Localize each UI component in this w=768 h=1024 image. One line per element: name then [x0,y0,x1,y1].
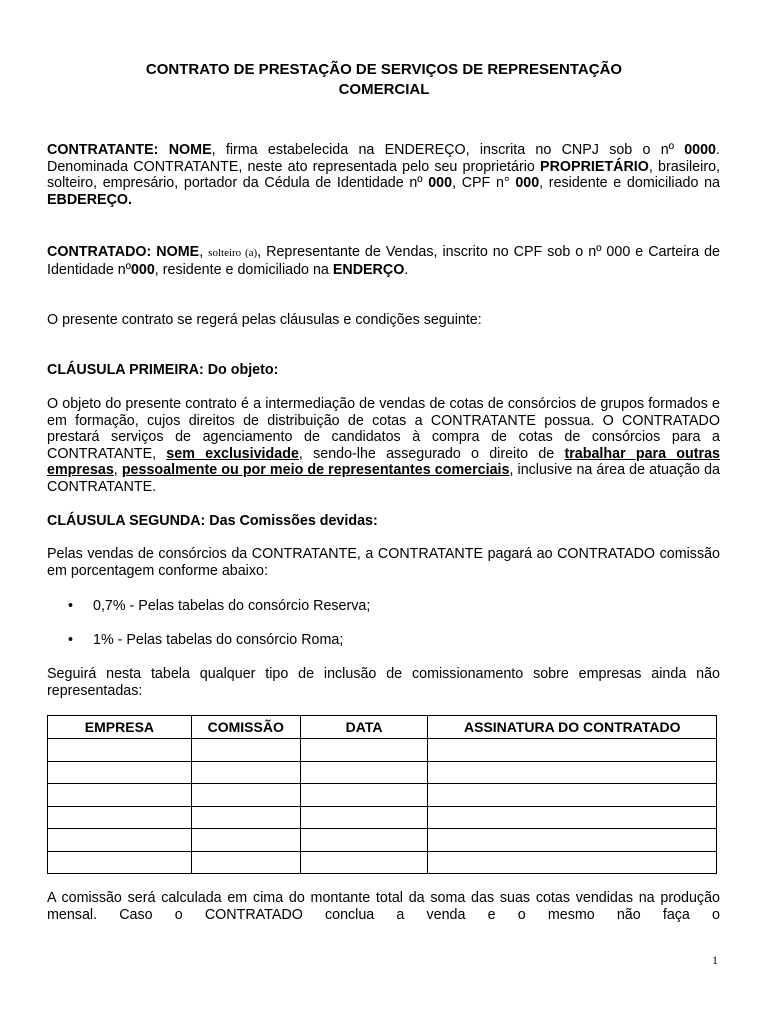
bullet-dot-icon: • [68,632,74,648]
contratado-text-2: , Representante de Vendas, inscrito no CPF sob o nº 000 e Carteira de Identidade nº [47,244,720,278]
clausula1-text-2: , sendo-lhe assegurado o direito de [298,445,565,462]
table-cell [191,761,300,784]
clausula-segunda-heading [47,513,720,530]
clausula1-text-1: O objeto do presente contrato é a intermediação de vendas de cotas de consórcios de grupos formados e em formação, cujos direitos de distribuição de cotas a CONTRATANTE possua. O CONTRATADO prestará serviços de agenciamento de candidatos à compra de cotas de consórcios para a CONTRATANTE, [47,396,720,462]
table-header-row [48,716,717,739]
contratante-text-2: . Denominada CONTRATANTE, neste ato representada pelo seu proprietário [47,142,720,175]
table-cell [48,784,192,807]
contratante-text-4: , CPF n° [452,175,516,192]
header-comissao: COMISSÃO [191,716,300,739]
table-cell [300,806,428,829]
contratante-paragraph [47,142,720,208]
table-cell [300,851,428,874]
bullet-text-reserva: 0,7% - Pelas tabelas do consórcio Reserva; [93,598,371,614]
table-cell [428,784,717,807]
table-cell [191,739,300,762]
contratado-text-4: . [404,261,409,278]
bullet-dot-icon: • [68,598,74,614]
contratante-text-1: , firma estabelecida na ENDEREÇO, inscrita no CNPJ sob o nº [211,142,685,158]
table-row [48,761,717,784]
table-row [48,739,717,762]
header-data: DATA [300,716,428,739]
table-cell [428,739,717,762]
clausula-segunda-paragraph-1: Pelas vendas de consórcios da CONTRATANTE, a CONTRATANTE pagará ao CONTRATADO comissão em porcentagem conforme abaixo: [47,546,720,579]
contratante-proprietario: PROPRIETÁRIO [540,158,649,175]
title-line-2: COMERCIAL [338,81,430,98]
contratante-text-3: , brasileiro, solteiro, empresário, portador da Cédula de Identidade nº [47,158,720,192]
document-title [60,60,708,100]
contratado-rg: 000 [130,261,155,278]
title-line-1: CONTRATO DE PRESTAÇÃO DE SERVIÇOS DE REPRESENTAÇÃO [145,61,623,78]
clausula-primeira-heading-text: CLÁUSULA PRIMEIRA: Do objeto: [47,362,279,378]
clausula1-sem-exclusividade: sem exclusividade [166,445,299,462]
table-row [48,829,717,852]
header-empresa: EMPRESA [48,716,192,739]
bullet-item-roma [68,632,343,649]
table-cell [428,851,717,874]
contratado-text-3: , residente e domiciliado na [154,261,333,278]
clausula-segunda-paragraph-3: A comissão será calculada em cima do montante total da soma das suas cotas vendidas na produção mensal. Caso o CONTRATADO conclua a venda e o mesmo não faça o [47,890,720,923]
table-cell [428,761,717,784]
contratante-endereco: EBDEREÇO. [47,191,132,208]
bullet-text-roma: 1% - Pelas tabelas do consórcio Roma; [93,632,344,648]
table-cell [191,851,300,874]
contratado-estado-civil: solteiro (a) [208,247,258,259]
table-cell [300,784,428,807]
table-cell [191,806,300,829]
contratado-label: CONTRATADO: NOME [47,244,200,260]
clausula1-text-4: , inclusive na área de atuação da CONTRATANTE. [47,462,720,495]
table-cell [300,739,428,762]
clausula-segunda-heading-text: CLÁUSULA SEGUNDA: Das Comissões devidas: [47,513,378,529]
clausula-segunda-paragraph-2: Seguirá nesta tabela qualquer tipo de inclusão de comissionamento sobre empresas ainda não representadas: [47,666,720,699]
contratante-label: CONTRATANTE: NOME [47,142,212,158]
table-cell [48,739,192,762]
clausula1-text-3: , [113,462,122,479]
table-cell [191,829,300,852]
page-number: 1 [712,953,718,967]
contratante-text-5: , residente e domiciliado na [539,175,720,192]
comissao-table [47,715,717,874]
clausula-primeira-heading [47,362,720,379]
contratado-paragraph [47,244,720,278]
bullet-item-reserva [68,598,370,615]
clausula1-outras-empresas: trabalhar para outras empresas [47,445,720,479]
table-row [48,806,717,829]
contratado-text-1: , [199,244,209,260]
table-cell [300,761,428,784]
clausula-primeira-paragraph [47,396,720,496]
table-cell [428,829,717,852]
contratante-cpf: 000 [515,175,540,192]
table-row [48,784,717,807]
table-cell [48,806,192,829]
table-cell [191,784,300,807]
table-cell [48,829,192,852]
table-cell [300,829,428,852]
table-row [48,851,717,874]
contratante-rg: 000 [428,175,453,192]
table-cell [428,806,717,829]
intro-paragraph: O presente contrato se regerá pelas cláusulas e condições seguinte: [47,312,482,328]
table-cell [48,851,192,874]
contratado-endereco: ENDERÇO [332,261,405,278]
contratante-cnpj: 0000 [684,142,717,158]
table-cell [48,761,192,784]
clausula1-representantes: pessoalmente ou por meio de representantes comerciais [121,462,510,479]
header-assinatura: ASSINATURA DO CONTRATADO [428,716,717,739]
